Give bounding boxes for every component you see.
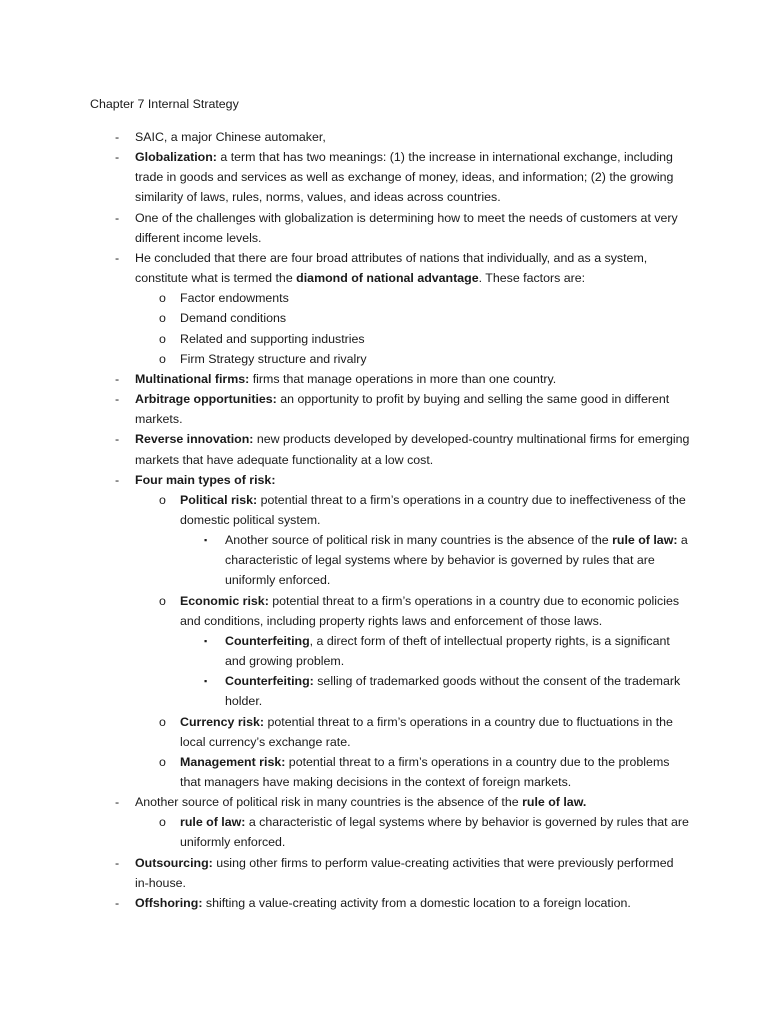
- term-label: Reverse innovation:: [135, 432, 254, 447]
- bullet-marker: o: [159, 291, 166, 306]
- bullet-marker: -: [115, 472, 120, 487]
- list-item: [90, 812, 690, 852]
- item-text: new products developed by developed-country multinational firms for emerging markets that have adequate functionality at a low cost.: [135, 432, 690, 467]
- list-item: [90, 288, 690, 308]
- term-label: Outsourcing:: [135, 855, 213, 870]
- item-text: Related and supporting industries: [180, 331, 365, 346]
- bullet-marker: o: [159, 331, 166, 346]
- bullet-marker: -: [115, 150, 120, 165]
- bullet-marker: -: [115, 371, 120, 386]
- list-item: [90, 752, 690, 792]
- item-text: a characteristic of legal systems where by behavior is governed by rules that are uniformly enforced.: [180, 815, 689, 850]
- bullet-marker: o: [159, 815, 166, 830]
- list-item: [90, 671, 690, 711]
- term-label-secondary: rule of law:: [612, 533, 678, 548]
- bullet-marker: -: [115, 130, 120, 144]
- item-text: potential threat to a firm’s operations in a country due to economic policies and conditions, including property rights laws and enforcement of those laws.: [180, 593, 680, 628]
- bullet-marker: ▪: [204, 676, 208, 687]
- list-item: [90, 853, 690, 893]
- item-text-secondary: a characteristic of legal systems where by behavior is governed by rules that are uniformly enforced.: [225, 533, 688, 588]
- term-label: Currency risk:: [180, 714, 265, 729]
- item-text: a term that has two meanings: (1) the increase in international exchange, including trade in goods and services as well as exchange of money, ideas, and information; (2) the growing similarity of laws, rules, norms, values, and ideas across countries.: [135, 150, 674, 205]
- list-item: [90, 308, 690, 328]
- term-label: Arbitrage opportunities:: [135, 392, 277, 407]
- bullet-marker: ▪: [204, 635, 208, 646]
- item-text: shifting a value-creating activity from a domestic location to a foreign location.: [202, 895, 631, 910]
- list-item: [90, 591, 690, 631]
- item-text: potential threat to a firm’s operations in a country due to fluctuations in the local currency’s exchange rate.: [180, 714, 673, 749]
- list-item: [90, 329, 690, 349]
- item-text: firms that manage operations in more than one country.: [249, 371, 557, 386]
- list-item: [90, 712, 690, 752]
- term-label: Political risk:: [180, 492, 258, 507]
- item-text: using other firms to perform value-creating activities that were previously performed in-house.: [135, 855, 674, 890]
- item-text: an opportunity to profit by buying and selling the same good in different markets.: [135, 392, 670, 427]
- list-item: [90, 349, 690, 369]
- bullet-marker: o: [159, 754, 166, 769]
- bullet-marker: -: [115, 855, 120, 870]
- list-item: [90, 893, 690, 913]
- item-text: selling of trademarked goods without the consent of the trademark holder.: [225, 674, 681, 709]
- list-item: [90, 470, 690, 490]
- page-title: Chapter 7 Internal Strategy: [90, 97, 239, 111]
- item-text: SAIC, a major Chinese automaker,: [135, 130, 326, 144]
- list-item: [90, 208, 690, 248]
- bullet-marker: ▪: [204, 535, 208, 546]
- list-item: [90, 389, 690, 429]
- list-item: [90, 147, 690, 207]
- item-text: potential threat to a firm’s operations in a country due to ineffectiveness of the domestic political system.: [180, 492, 686, 527]
- list-item: [90, 792, 690, 812]
- term-label: rule of law:: [180, 815, 246, 830]
- bullet-marker: o: [159, 593, 166, 608]
- bullet-marker: o: [159, 492, 166, 507]
- bullet-marker: -: [115, 250, 120, 265]
- list-item: [90, 369, 690, 389]
- item-text: Factor endowments: [180, 291, 289, 306]
- item-text: potential threat to a firm’s operations in a country due to the problems that managers have making decisions in the context of foreign markets.: [180, 754, 670, 789]
- bullet-marker: o: [159, 351, 166, 366]
- term-label-secondary: rule of law.: [522, 795, 587, 810]
- item-text: Another source of political risk in many countries is the absence of the: [135, 795, 523, 810]
- item-text: Another source of political risk in many countries is the absence of the: [225, 533, 613, 548]
- term-label-secondary: diamond of national advantage: [296, 271, 479, 286]
- bullet-marker: -: [115, 895, 120, 910]
- bullet-marker: -: [115, 795, 120, 810]
- term-label: Four main types of risk:: [135, 472, 276, 487]
- list-item: [90, 530, 690, 590]
- bullet-list: [90, 127, 690, 913]
- bullet-marker: o: [159, 311, 166, 326]
- list-item: [90, 248, 690, 288]
- bullet-marker: -: [115, 432, 120, 447]
- term-label: Offshoring:: [135, 895, 203, 910]
- item-text: Demand conditions: [180, 311, 287, 326]
- term-label: Management risk:: [180, 754, 286, 769]
- term-label: Counterfeiting: [225, 633, 310, 648]
- list-item: [90, 490, 690, 530]
- bullet-marker: o: [159, 714, 166, 729]
- term-label: Globalization:: [135, 150, 217, 165]
- item-text-secondary: . These factors are:: [478, 271, 586, 286]
- item-text: One of the challenges with globalization is determining how to meet the needs of customers at very different income levels.: [135, 210, 678, 245]
- bullet-marker: -: [115, 392, 120, 407]
- list-item: [90, 429, 690, 469]
- term-label: Economic risk:: [180, 593, 269, 608]
- item-text: He concluded that there are four broad attributes of nations that individually, and as a system, constitute what is termed the: [135, 250, 648, 286]
- list-item: [90, 631, 690, 671]
- list-item: [90, 127, 690, 147]
- item-text: Firm Strategy structure and rivalry: [180, 351, 367, 366]
- term-label: Multinational firms:: [135, 371, 250, 386]
- bullet-marker: -: [115, 210, 120, 225]
- item-text: , a direct form of theft of intellectual property rights, is a significant and growing problem.: [225, 633, 670, 669]
- term-label: Counterfeiting:: [225, 674, 314, 689]
